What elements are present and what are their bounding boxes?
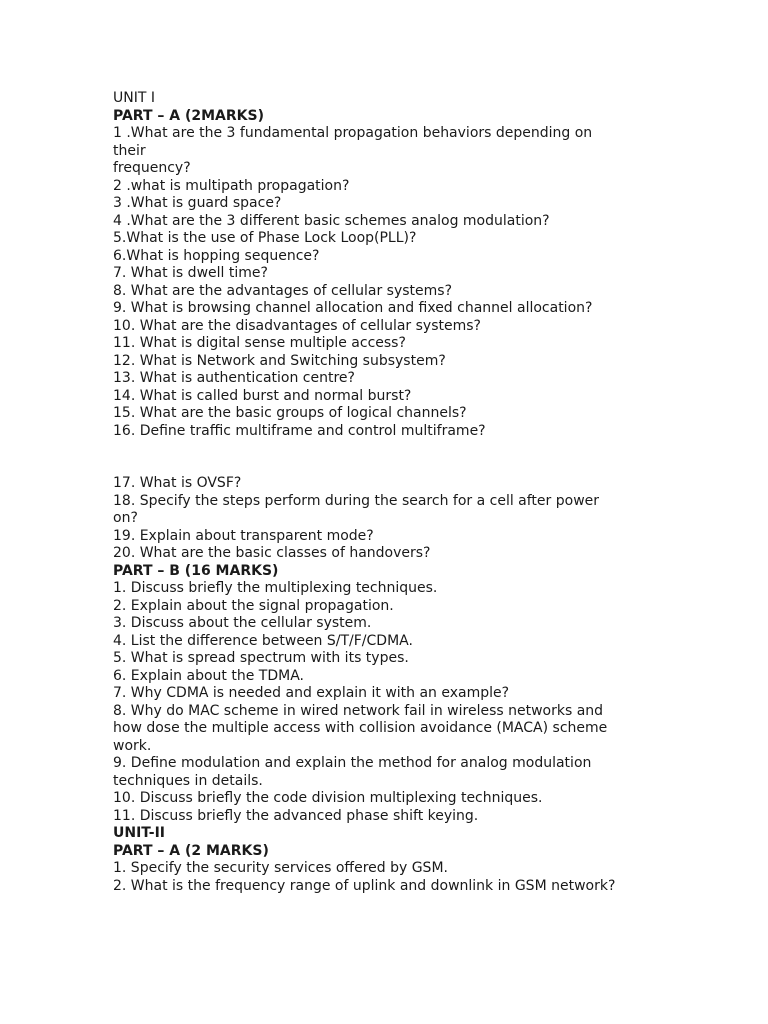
question-line: 5. What is spread spectrum with its types.	[113, 650, 409, 666]
question-line: 9. Define modulation and explain the method for analog modulation	[113, 755, 592, 771]
question-line: 10. What are the disadvantages of cellular systems?	[113, 317, 481, 334]
question-line: 14. What is called burst and normal burst?	[113, 387, 412, 404]
unit-1-part-a-heading: PART – A (2MARKS)	[113, 107, 264, 124]
question-line: 5.What is the use of Phase Lock Loop(PLL)?	[113, 230, 417, 246]
question-line: 8. What are the advantages of cellular systems?	[113, 282, 452, 299]
question-line: 19. Explain about transparent mode?	[113, 527, 374, 544]
unit-2-title: UNIT-II	[113, 825, 166, 841]
question-line: 3. Discuss about the cellular system.	[113, 615, 372, 631]
question-line: 4 .What are the 3 different basic schemes analog modulation?	[113, 212, 550, 229]
question-line: 20. What are the basic classes of handovers?	[113, 545, 431, 561]
question-line: 18. Specify the steps perform during the search for a cell after power	[113, 492, 600, 509]
question-line: 3 .What is guard space?	[113, 195, 282, 211]
question-line: 10. Discuss briefly the code division multiplexing techniques.	[113, 790, 543, 806]
question-line: 2 .what is multipath propagation?	[113, 177, 350, 194]
question-line: 16. Define traffic multiframe and control multiframe?	[113, 422, 486, 439]
question-line: their	[113, 142, 146, 159]
document-page	[113, 90, 673, 895]
question-line: 1. Discuss briefly the multiplexing techniques.	[113, 580, 438, 596]
question-line: 8. Why do MAC scheme in wired network fail in wireless networks and	[113, 702, 604, 719]
question-line: 13. What is authentication centre?	[113, 370, 355, 386]
unit-1-part-b-heading: PART – B (16 MARKS)	[113, 562, 279, 579]
question-line: 15. What are the basic groups of logical channels?	[113, 405, 467, 421]
question-line: 1. Specify the security services offered by GSM.	[113, 860, 448, 876]
question-line: on?	[113, 510, 138, 526]
unit-2-part-a-heading: PART – A (2 MARKS)	[113, 842, 269, 859]
question-line: frequency?	[113, 160, 191, 176]
question-line: 11. What is digital sense multiple access?	[113, 335, 406, 351]
question-line: 2. What is the frequency range of uplink and downlink in GSM network?	[113, 877, 616, 894]
question-line: 7. Why CDMA is needed and explain it with an example?	[113, 685, 510, 701]
question-line: 6.What is hopping sequence?	[113, 247, 320, 264]
question-line: how dose the multiple access with collision avoidance (MACA) scheme	[113, 720, 608, 736]
question-line: techniques in details.	[113, 772, 263, 789]
question-line: 12. What is Network and Switching subsystem?	[113, 352, 446, 369]
question-line: 9. What is browsing channel allocation and fixed channel allocation?	[113, 300, 593, 316]
question-line: 6. Explain about the TDMA.	[113, 667, 304, 684]
unit-1-title: UNIT I	[113, 90, 155, 106]
question-line: 4. List the difference between S/T/F/CDMA.	[113, 632, 413, 649]
question-line: 1 .What are the 3 fundamental propagation behaviors depending on	[113, 125, 593, 141]
question-line: 2. Explain about the signal propagation.	[113, 597, 394, 614]
page-gap	[113, 440, 673, 475]
question-line: 17. What is OVSF?	[113, 475, 242, 491]
question-line: 7. What is dwell time?	[113, 265, 268, 281]
question-line: work.	[113, 737, 152, 754]
question-line: 11. Discuss briefly the advanced phase shift keying.	[113, 807, 479, 824]
